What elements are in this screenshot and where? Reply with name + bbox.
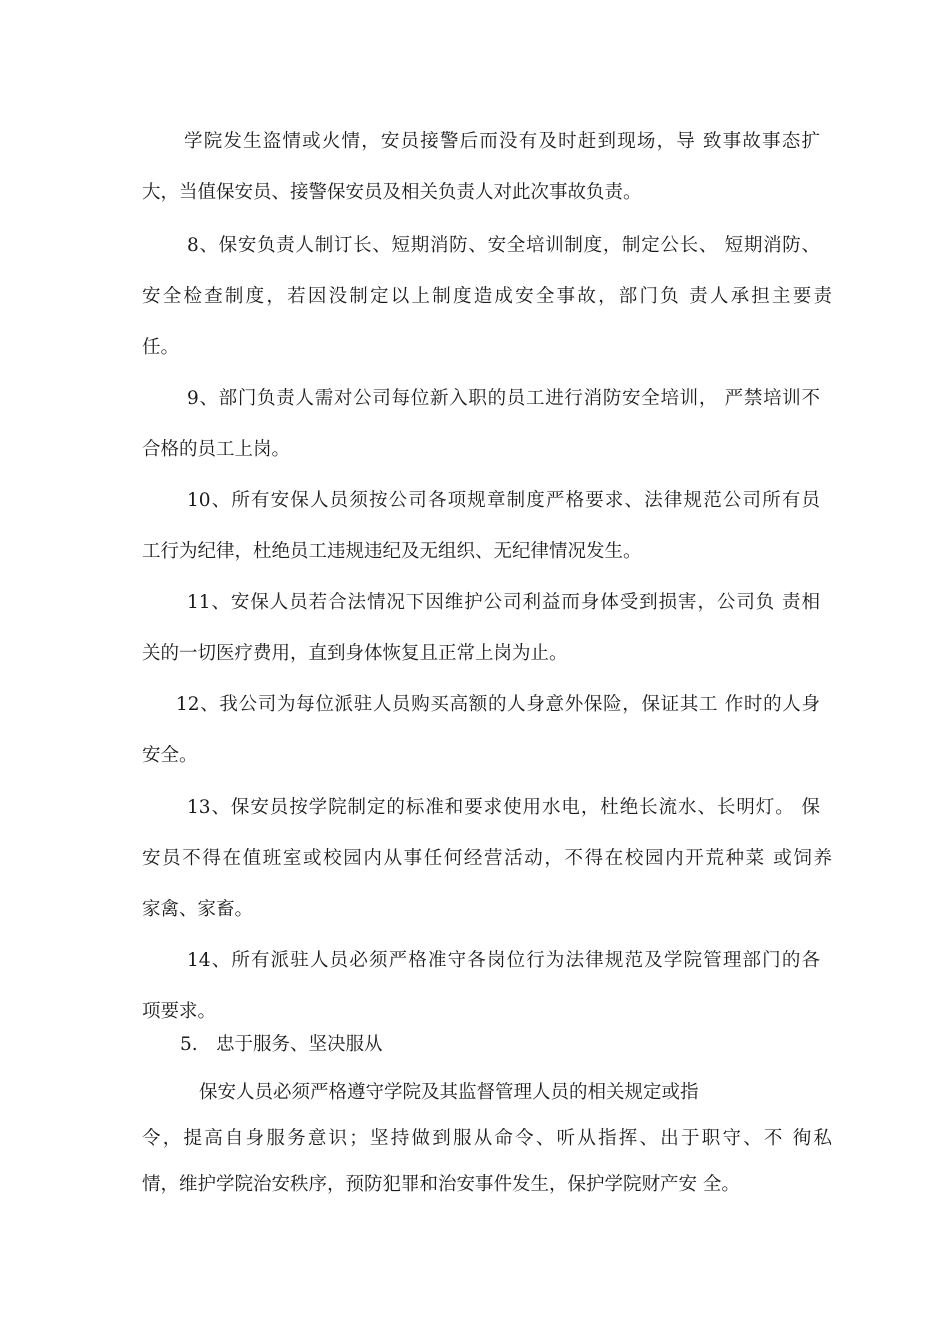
- paragraph-line: 13、保安员按学院制定的标准和要求使用水电，杜绝长流水、长明灯。 保: [187, 797, 820, 818]
- paragraph-line: 合格的员工上岗。: [142, 439, 291, 460]
- paragraph-line: 家禽、家畜。: [142, 899, 254, 920]
- paragraph-line: 安全。: [142, 745, 198, 766]
- paragraph-line: 学院发生盗情或火情，安员接警后而没有及时赶到现场，导 致事故事态扩: [184, 131, 820, 152]
- section-number: 5.: [180, 1034, 198, 1055]
- paragraph-line: 任。: [142, 337, 180, 358]
- paragraph-line: 10、所有安保人员须按公司各项规章制度严格要求、法律规范公司所有员: [187, 490, 820, 511]
- paragraph-line: 安全检查制度，若因没制定以上制度造成安全事故，部门负 责人承担主要责: [142, 286, 832, 307]
- paragraph-line: 关的一切医疗费用，直到身体恢复且正常上岗为止。: [142, 643, 568, 664]
- paragraph-line: 9、部门负责人需对公司每位新入职的员工进行消防安全培训， 严禁培训不: [187, 388, 820, 409]
- paragraph-line: 保安人员必须严格遵守学院及其监督管理人员的相关规定或指: [199, 1082, 699, 1103]
- section-heading: [180, 1031, 580, 1059]
- paragraph-line: 工行为纪律，杜绝员工违规违纪及无组织、无纪律情况发生。: [142, 541, 642, 562]
- section-title: 忠于服务、坚决服从: [216, 1034, 383, 1055]
- paragraph-line: 14、所有派驻人员必须严格准守各岗位行为法律规范及学院管理部门的各: [187, 950, 820, 971]
- paragraph-line: 令，提高自身服务意识；坚持做到服从命令、听从指挥、出于职守、不 徇私: [142, 1128, 832, 1149]
- paragraph-line: 安员不得在值班室或校园内从事任何经营活动，不得在校园内开荒种菜 或饲养: [142, 848, 832, 869]
- paragraph-line: 情，维护学院治安秩序，预防犯罪和治安事件发生，保护学院财产安 全。: [142, 1174, 740, 1195]
- paragraph-line: 8、保安负责人制订长、短期消防、安全培训制度，制定公长、 短期消防、: [187, 235, 820, 256]
- paragraph-line: 大，当值保安员、接警保安员及相关负责人对此次事故负责。: [142, 182, 642, 203]
- paragraph-line: 12、我公司为每位派驻人员购买高额的人身意外保险，保证其工 作时的人身: [176, 694, 820, 715]
- paragraph-line: 11、安保人员若合法情况下因维护公司利益而身体受到损害，公司负 责相: [187, 592, 820, 613]
- paragraph-line: 项要求。: [142, 1001, 217, 1022]
